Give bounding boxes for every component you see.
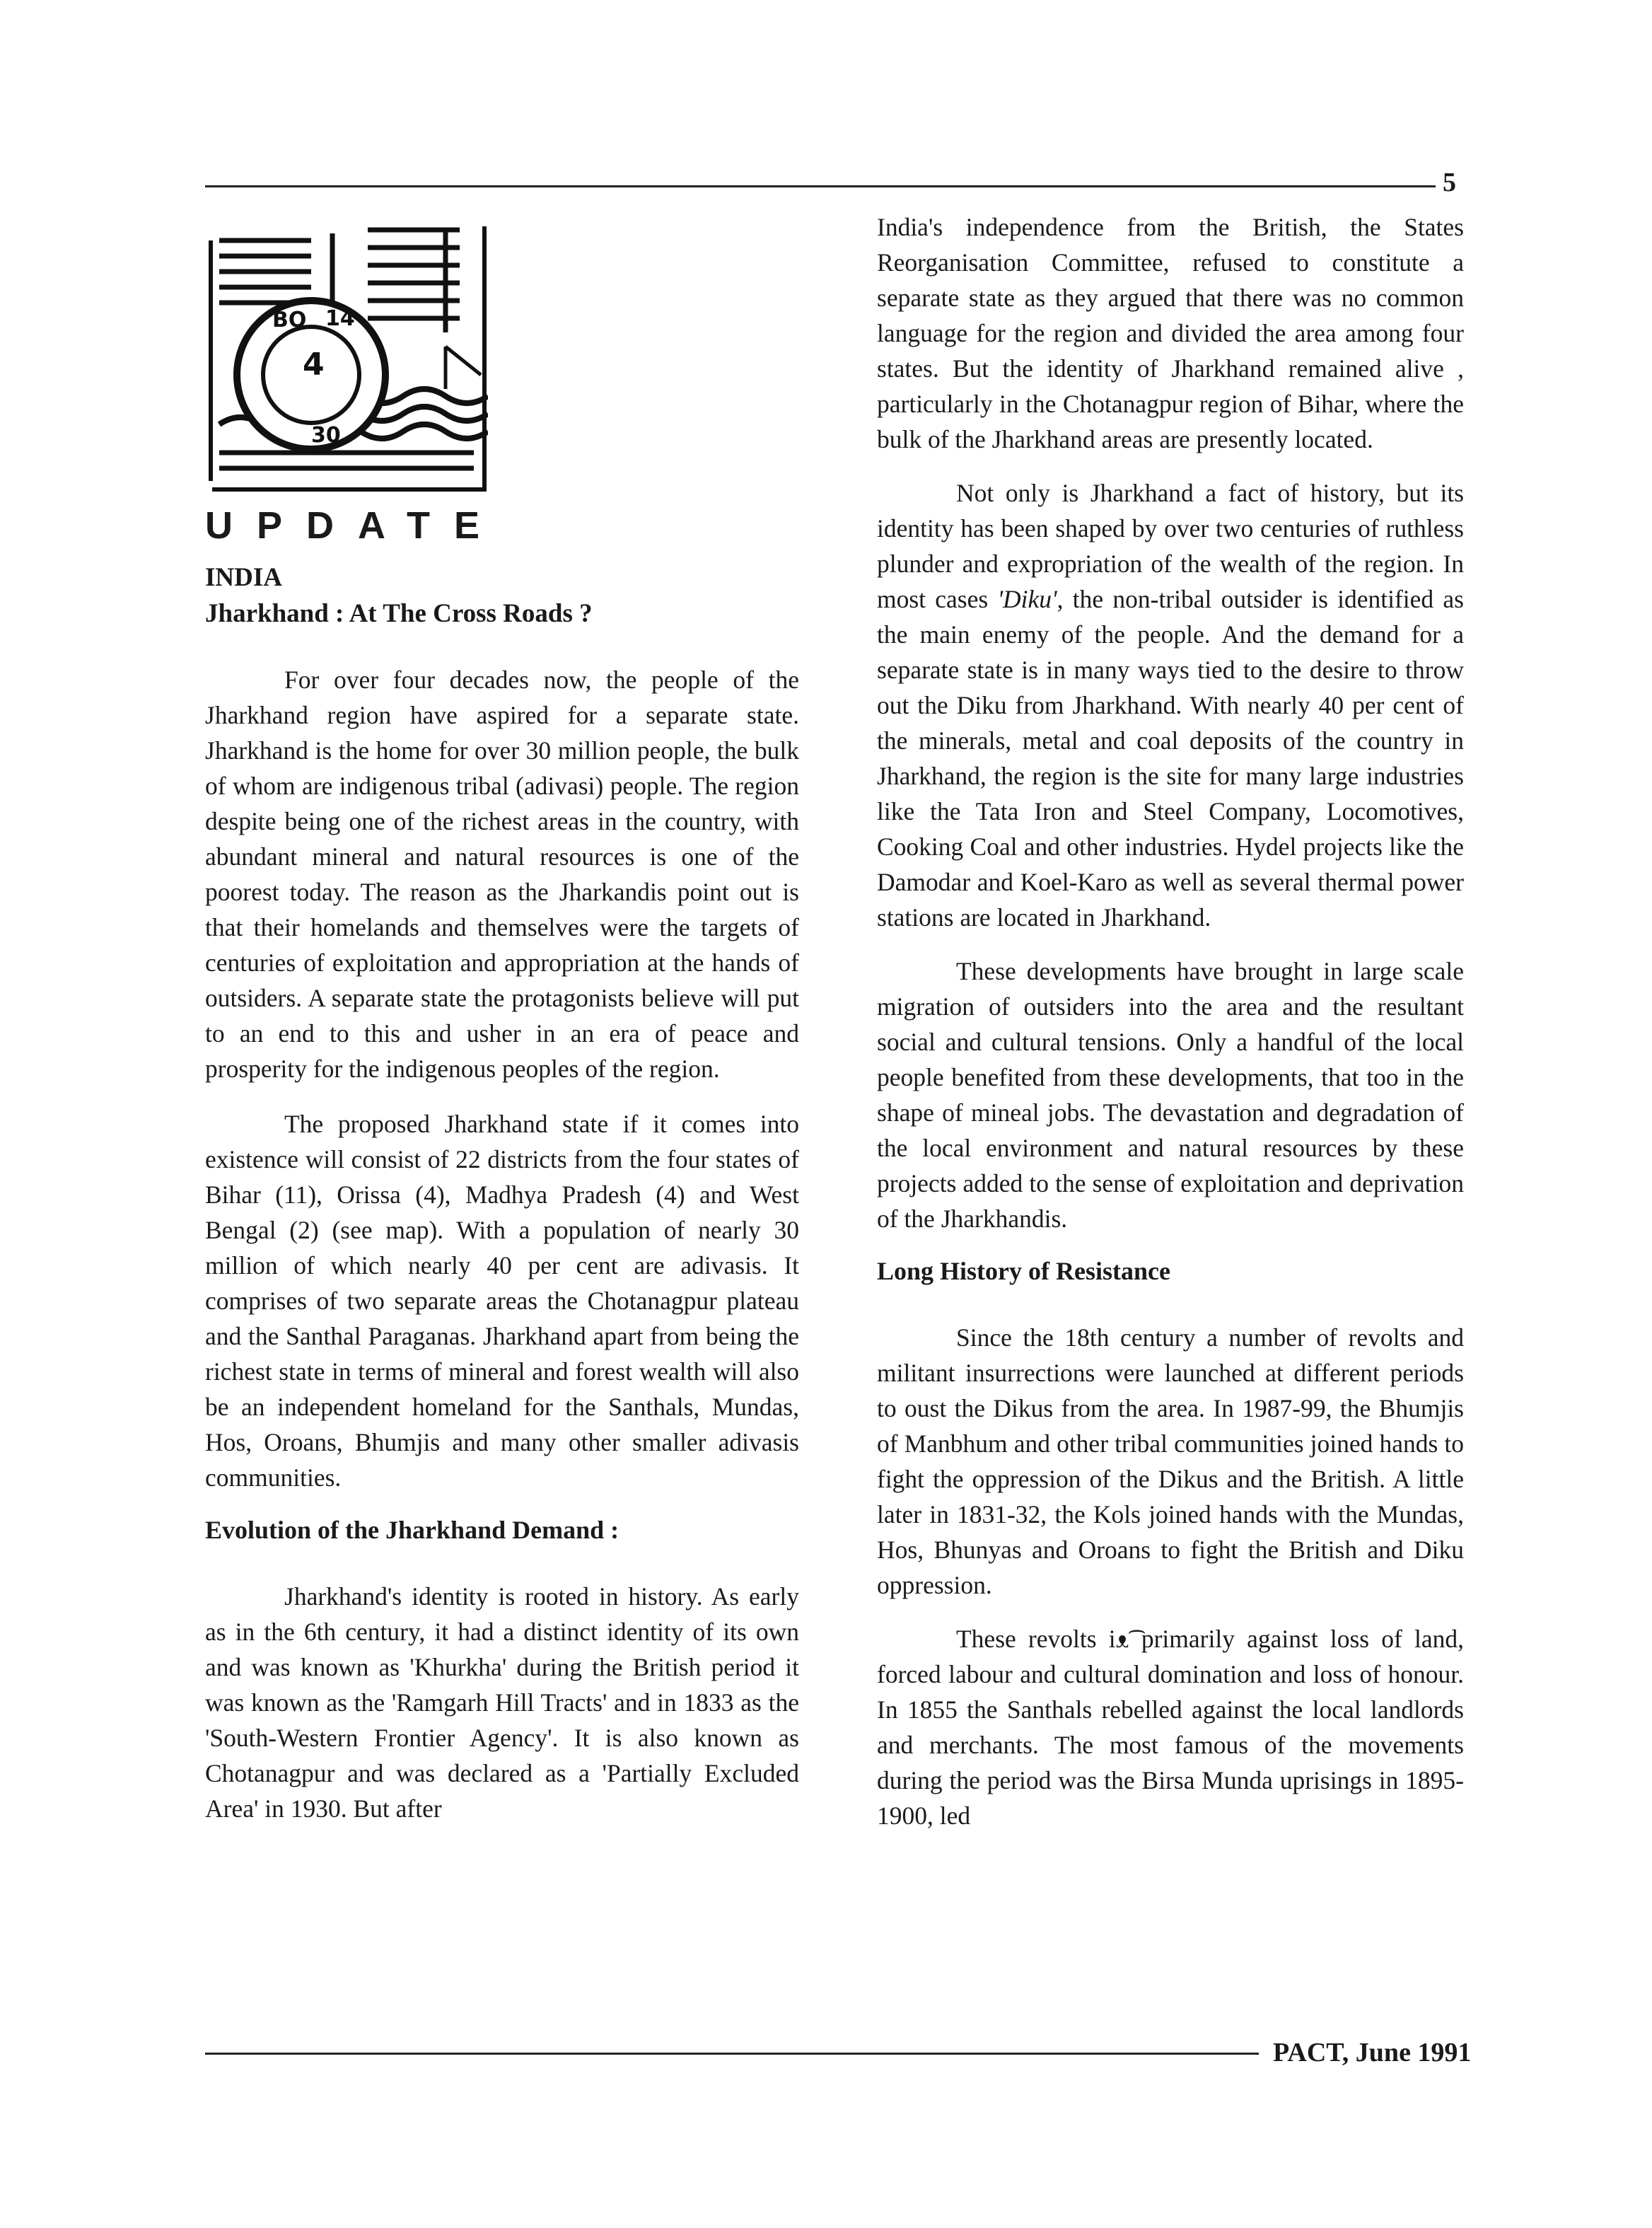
section-heading-resistance: Long History of Resistance: [877, 1257, 1170, 1285]
region-kicker: INDIA: [205, 563, 282, 592]
section-heading-evolution: Evolution of the Jharkhand Demand :: [205, 1516, 620, 1544]
page-footer: PACT, June 1991: [1273, 2038, 1472, 2067]
svg-text:30: 30: [311, 423, 341, 448]
right-paragraph-2-rest: , the non-tribal outsider is identified as the main enemy of the people. And the demand for a separate state is in many ways tied to the desire to throw out the Diku from Jharkhand. With nearly 40 per cent of the minerals, metal and coal deposits of the country in Jharkhand, the region is the site for many large industries like the Tata Iron and Steel Company, Locomotives, Cooking Coal and other industries. Hydel projects like the Damodar and Koel-Karo as well as several thermal power stations are located in Jharkhand.: [877, 585, 1464, 932]
right-column: [877, 209, 1464, 1833]
diku-term: 'Diku': [997, 585, 1057, 613]
left-paragraph-2: The proposed Jharkhand state if it comes into existence will consist of 22 districts from the four states of Bihar (11), Orissa (4), Madhya Pradesh (4) and West Bengal (2) (see map). With a population of nearly 30 million of which nearly 40 per cent are adivasis. It comprises of two separate areas the Chotanagpur plateau and the Santhal Paraganas. Jharkhand apart from being the richest state in terms of mineral and forest wealth will also be an independent homeland for the Santhals, Mundas, Hos, Oroans, Bhumjis and many other smaller adivasis communities.: [205, 1110, 799, 1492]
top-rule: [205, 185, 1436, 187]
svg-text:14: 14: [325, 306, 355, 331]
right-paragraph-1: India's independence from the British, the States Reorganisation Committee, refused to constitute a separate state as they argued that there was no common language for the region and divided the area among four states. But the identity of Jharkhand remained alive , particularly in the Chotanagpur region of Bihar, where the bulk of the Jharkhand areas are presently located.: [877, 213, 1464, 453]
left-column: [205, 662, 799, 1826]
article-headline: Jharkhand : At The Cross Roads ?: [205, 599, 593, 628]
page-number: 5: [1443, 168, 1456, 197]
right-paragraph-5: These revolts іᴥ͡ primarily against loss of land, forced labour and cultural domination and loss of honour. In 1855 the Santhals rebelled against the local landlords and merchants. The most famous of the movements during the period was the Birsa Munda uprisings in 1895-1900, led: [877, 1625, 1464, 1830]
right-paragraph-2-lead: Not only is Jharkhand a fact of history, but its identity has been shaped by over two centuries of ruthless plunder and expropriation of the wealth of the region. In most cases: [877, 479, 1464, 613]
svg-text:4: 4: [303, 347, 325, 383]
left-paragraph-3: Jharkhand's identity is rooted in history. As early as in the 6th century, it had a distinct identity of its own and was known as 'Khurkha' during the British period it was known as the 'Ramgarh Hill Tracts' and in 1833 as the 'South-Western Frontier Agency'. It is also known as Chotanagpur and was declared as a 'Partially Excluded Area' in 1930. But after: [205, 1582, 799, 1823]
right-paragraph-4: Since the 18th century a number of revolts and militant insurrections were launched at different periods to oust the Dikus from the area. In 1987-99, the Bhumjis of Manbhum and other tribal communities joined hands to fight the oppression of the Dikus and the British. A little later in 1831-32, the Kols joined hands with the Mundas, Hos, Bhunyas and Oroans to fight the British and Diku oppression.: [877, 1323, 1464, 1599]
update-label: UPDATE: [205, 504, 504, 547]
svg-text:BO: BO: [272, 308, 307, 332]
right-paragraph-3: These developments have brought in large scale migration of outsiders into the area and the resultant social and cultural tensions. Only a handful of the local people benefited from these developments, that too in the shape of mineal jobs. The devastation and degradation of the local environment and natural resources by these projects added to the sense of exploitation and deprivation of the Jharkhandis.: [877, 957, 1464, 1233]
left-paragraph-1: For over four decades now, the people of the Jharkhand region have aspired for a separate state. Jharkhand is the home for over 30 million people, the bulk of whom are indigenous tribal (adivasi) people. The region despite being one of the richest areas in the country, with abundant mineral and natural resources is one of the poorest today. The reason as the Jharkandis point out is that their homelands and themselves were the targets of centuries of exploitation and appropriation at the hands of outsiders. A separate state the protagonists believe will put to an end to this and usher in an era of peace and prosperity for the indigenous peoples of the region.: [205, 666, 799, 1083]
bottom-rule: [205, 2053, 1259, 2055]
update-stamp-logo: [205, 212, 488, 495]
right-paragraph-2: [877, 475, 1464, 935]
